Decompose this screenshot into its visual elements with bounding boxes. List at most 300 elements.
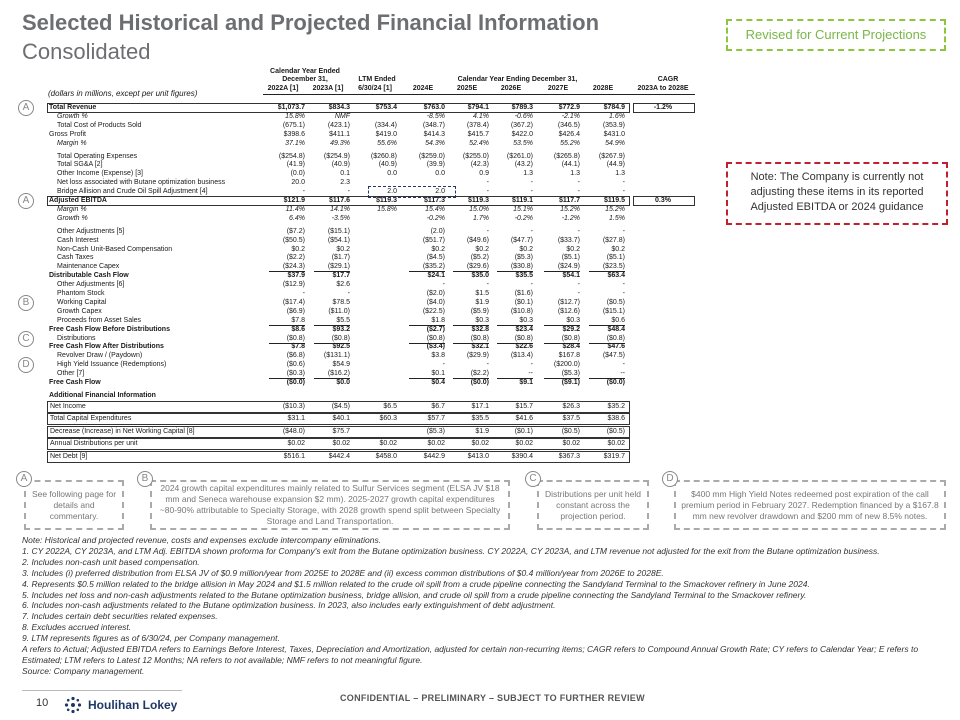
additional-value: $0.02 (607, 440, 625, 448)
header-group1: Calendar Year Ended (270, 68, 340, 75)
row-value: -1.2% (561, 214, 580, 222)
row-value: ($5.9) (470, 307, 489, 315)
row-value: $54.9 (332, 361, 350, 369)
row-value: ($4.0) (426, 298, 445, 306)
row-value: $2.6 (336, 281, 350, 289)
row-label: Growth Capex (57, 307, 102, 315)
row-value: 54.9% (605, 139, 625, 147)
row-value: (44.1) (561, 161, 580, 169)
additional-value: $35.5 (471, 415, 489, 423)
additional-value: ($0.5) (606, 427, 625, 435)
row-label: Cash Interest (57, 236, 99, 244)
row-label: Net loss associated with Butane optimization business (57, 179, 226, 187)
row-label: Revolver Draw / (Paydown) (57, 352, 143, 360)
row-value: $54.1 (562, 272, 580, 280)
row-label: Total Operating Expenses (57, 152, 138, 160)
row-value: ($0.8) (426, 334, 445, 342)
row-value: - (486, 227, 489, 235)
footnote-line: 9. LTM represents figures as of 6/30/24, per Company management. (22, 633, 280, 644)
row-value: 15.4% (425, 205, 445, 213)
callout-box-d: $400 mm High Yield Notes redeemed post expiration of the call premium period in February 2027. Redemption financed by a $167.8 mm new revolver drawdown and $200 mm of new 8.5% notes. (674, 480, 946, 530)
row-value: $47.6 (607, 343, 625, 351)
row-value: - (530, 179, 533, 187)
footnote-line: Source: Company management. (22, 665, 145, 676)
additional-value: ($48.0) (282, 427, 305, 435)
footnotes (22, 535, 942, 677)
additional-value: $0.02 (515, 440, 533, 448)
row-value: ($24.9) (557, 263, 580, 271)
row-value: ($0.8) (606, 334, 625, 342)
row-value: -0.6% (514, 112, 533, 120)
row-value: - (302, 290, 305, 297)
row-label: Free Cash Flow (49, 379, 101, 386)
row-value: 6.4% (289, 214, 305, 222)
row-value: - (577, 281, 580, 289)
row-value: ($6.9) (286, 307, 305, 315)
row-value: - (577, 227, 580, 235)
additional-value: $0.02 (287, 440, 305, 448)
column-header: 2022A [1] (267, 85, 299, 92)
footnote-line: 7. Includes certain debt securities related expenses. (22, 611, 218, 622)
row-value: ($0.8) (514, 334, 533, 342)
row-value: ($0.5) (606, 298, 625, 306)
revised-label: Revised for Current Projections (726, 19, 946, 51)
row-value: ($0.1) (514, 298, 533, 306)
additional-label: Total Capital Expenditures (50, 415, 132, 423)
row-value: $37.9 (287, 272, 305, 280)
additional-value: ($0.5) (561, 427, 580, 435)
brand-name: Houlihan Lokey (88, 698, 178, 712)
row-value: $7.8 (291, 343, 305, 351)
footer-divider (22, 690, 182, 691)
row-value: (367.2) (510, 121, 533, 129)
column-header: 2025E (456, 85, 478, 92)
additional-value: ($5.3) (426, 427, 445, 435)
row-value: ($6.8) (286, 352, 305, 360)
row-value: 37.1% (285, 139, 305, 147)
row-value: $119.1 (511, 197, 533, 204)
row-value: (348.7) (422, 121, 445, 129)
row-value: $772.9 (558, 104, 580, 111)
footnote-line: 4. Represents $0.5 million related to the bridge allision in May 2024 and $1.5 million related to the crude oil spill from a crude pipeline connecting the Sandyland Terminal to the Smackover refinery in June 2024. (22, 578, 810, 589)
row-value: $93.2 (332, 325, 350, 333)
row-value: ($35.2) (422, 263, 445, 271)
column-header: 2027E (547, 85, 569, 92)
additional-value: $319.7 (603, 452, 625, 460)
header-ltm: LTM Ended (358, 76, 396, 83)
row-value: $763.0 (423, 104, 445, 111)
callout-box-b: 2024 growth capital expenditures mainly related to Sulfur Services segment (ELSA JV $18 mm and Seneca warehouse expansion $2 mm). 2025-2027 growth capital expenditures ~80-90% attributable to Specialty Storage, with 2028 growth spend split between Specialty Storage and Land Transportation. (150, 480, 510, 530)
callout-box-a: See following page for details and commentary. (24, 480, 124, 530)
row-value: -2.1% (561, 112, 580, 120)
row-value: ($15.1) (327, 227, 350, 235)
additional-value: ($4.5) (331, 402, 350, 410)
additional-value: $442.9 (423, 452, 445, 460)
row-value: ($0.8) (331, 334, 350, 342)
additional-label: Annual Distributions per unit (50, 440, 138, 448)
row-value: 53.5% (513, 139, 533, 147)
row-value: ($24.3) (282, 263, 305, 271)
row-value: ($261.0) (506, 152, 533, 160)
houlihan-lokey-logo-icon (64, 696, 82, 714)
column-header: 2023A [1] (312, 85, 344, 92)
row-value: - (622, 179, 625, 187)
row-label: Non-Cash Unit-Based Compensation (57, 245, 173, 253)
row-value: $117.6 (328, 197, 350, 204)
row-value: $119.5 (603, 197, 625, 204)
row-value: ($259.0) (418, 152, 445, 160)
row-value: $0.2 (431, 245, 445, 253)
row-value: NMF (334, 112, 350, 120)
row-value: 15.8% (285, 112, 305, 120)
row-label: Other Income (Expense) [3] (57, 170, 143, 178)
row-value: ($12.7) (557, 298, 580, 306)
row-value: $9.1 (519, 379, 533, 386)
row-value: $17.7 (332, 272, 350, 280)
row-label: Adjusted EBITDA (49, 197, 107, 204)
row-value: -3.5% (331, 214, 350, 222)
row-value: 55.2% (560, 139, 580, 147)
row-value: 15.2% (605, 205, 625, 213)
additional-value: $31.1 (287, 415, 305, 423)
row-value: $28.4 (562, 343, 580, 351)
header-rule (263, 94, 695, 95)
row-value: - (577, 188, 580, 196)
row-label: Other Adjustments [6] (57, 281, 125, 289)
row-value: -- (620, 370, 625, 378)
row-value: ($27.8) (602, 236, 625, 244)
row-value: $789.3 (511, 104, 533, 111)
row-value: - (302, 188, 305, 196)
column-header: 2023A to 2028E (637, 85, 689, 92)
row-value: (378.4) (466, 121, 489, 129)
additional-value: $442.4 (328, 452, 350, 460)
row-value: ($22.5) (422, 307, 445, 315)
row-label: Total Revenue (49, 104, 97, 111)
row-value: (353.9) (602, 121, 625, 129)
row-value: $117.7 (558, 197, 580, 204)
row-value: ($255.0) (462, 152, 489, 160)
row-label: Distributable Cash Flow (49, 272, 129, 280)
dashed-highlight (368, 186, 456, 198)
row-value: ($54.1) (327, 236, 350, 244)
row-value: ($17.4) (282, 298, 305, 306)
row-value: ($50.5) (282, 236, 305, 244)
row-value: ($0.0) (606, 379, 625, 386)
additional-value: $413.0 (467, 452, 489, 460)
row-value: ($0.8) (470, 334, 489, 342)
row-value: ($0.0) (286, 379, 305, 386)
additional-value: $367.3 (558, 452, 580, 460)
row-value: 1.3 (615, 170, 625, 178)
row-value: (40.9) (378, 161, 397, 169)
row-value: - (486, 281, 489, 289)
row-value: $784.9 (603, 104, 625, 111)
row-value: (40.9) (331, 161, 350, 169)
row-value: 0.0 (387, 170, 397, 178)
footnote-line: 3. Includes (i) preferred distribution from ELSA JV of $0.9 million/year from 2025E to 2028E and (ii) excess common distributions of $0.4 million/year from 2026E to 2028E. (22, 567, 664, 578)
additional-value: $75.7 (332, 427, 350, 435)
row-value: (43.2) (514, 161, 533, 169)
row-value: 55.6% (377, 139, 397, 147)
row-value: ($15.1) (602, 307, 625, 315)
row-label: Maintenance Capex (57, 263, 120, 271)
row-value: $1.9 (475, 298, 489, 306)
row-value: - (530, 361, 533, 369)
row-value: ($10.8) (510, 307, 533, 315)
row-value: $1.8 (431, 316, 445, 324)
row-value: ($13.4) (510, 352, 533, 360)
additional-value: $6.5 (383, 402, 397, 410)
row-value: 0.3% (655, 197, 671, 204)
footnote-line: 1. CY 2022A, CY 2023A, and LTM Adj. EBITDA shown proforma for Company's exit from the Butane optimization business. CY 2022A, CY 2023A, and LTM revenue not adjusted for the exit from the Butane optimization business. (22, 545, 880, 556)
row-value: $167.8 (558, 352, 580, 360)
additional-value: $0.02 (332, 440, 350, 448)
additional-value: $0.02 (471, 440, 489, 448)
row-value: 1.7% (473, 214, 489, 222)
row-value: - (622, 361, 625, 369)
row-value: ($265.8) (553, 152, 580, 160)
row-value: $0.6 (611, 316, 625, 324)
row-value: ($47.5) (602, 352, 625, 360)
row-value: ($33.7) (557, 236, 580, 244)
additional-value: $17.1 (471, 402, 489, 410)
row-label: Bridge Allision and Crude Oil Spill Adjustment [4] (57, 188, 208, 196)
additional-label: Net Debt [9] (50, 452, 88, 460)
additional-value: $458.0 (375, 452, 397, 460)
row-value: ($49.6) (466, 236, 489, 244)
row-label: Working Capital (57, 298, 107, 306)
row-value: - (486, 188, 489, 196)
row-value: $35.5 (515, 272, 533, 280)
footnote-line: 2. Includes non-cash unit based compensation. (22, 556, 200, 567)
row-label: Growth % (57, 112, 88, 120)
row-value: ($131.1) (323, 352, 350, 360)
row-value: $398.6 (283, 130, 305, 138)
row-value: ($2.7) (426, 325, 445, 333)
row-marker-b: B (18, 295, 34, 311)
row-value: $0.3 (475, 316, 489, 324)
row-label: Total SG&A [2] (57, 161, 103, 169)
page-title: Selected Historical and Projected Financial Information (22, 10, 600, 35)
row-value: 1.6% (609, 112, 625, 120)
footnote-line: Note: Historical and projected revenue, costs and expenses exclude intercompany eliminations. (22, 535, 382, 545)
row-value: $0.3 (566, 316, 580, 324)
row-value: $753.4 (375, 104, 397, 111)
row-value: $23.4 (515, 325, 533, 333)
row-marker-a: A (18, 193, 34, 209)
additional-value: $6.7 (431, 402, 445, 410)
row-value: - (622, 188, 625, 196)
row-value: (675.1) (282, 121, 305, 129)
row-value: $411.1 (329, 130, 350, 138)
units-label: (dollars in millions, except per unit figures) (48, 89, 198, 98)
additional-value: $26.3 (562, 402, 580, 410)
row-value: $35.0 (471, 272, 489, 280)
row-label: Free Cash Flow After Distributions (49, 343, 164, 351)
row-value: $78.5 (332, 298, 350, 306)
row-value: ($0.0) (470, 379, 489, 386)
row-value: 1.3 (523, 170, 533, 178)
row-value: $414.3 (423, 130, 445, 138)
row-value: $32.8 (471, 325, 489, 333)
row-value: 52.4% (469, 139, 489, 147)
header-group3: Calendar Year Ending December 31, (457, 76, 578, 83)
row-value: - (530, 188, 533, 196)
row-value: - (442, 281, 445, 289)
row-value: ($200.0) (553, 361, 580, 369)
row-value: $0.2 (475, 245, 489, 253)
callout-marker-a: A (16, 471, 32, 487)
row-value: 2.3 (340, 179, 350, 187)
additional-value: $0.02 (427, 440, 445, 448)
row-value: $431.0 (603, 130, 625, 138)
row-value: $834.3 (328, 104, 350, 111)
additional-value: $15.7 (515, 402, 533, 410)
row-value: $119.3 (375, 197, 397, 204)
row-value: ($16.2) (327, 370, 350, 378)
additional-label: Net Income (50, 402, 86, 410)
row-value: ($260.8) (370, 152, 397, 160)
additional-value: $41.6 (515, 415, 533, 423)
row-label: Total Cost of Products Sold (57, 121, 142, 129)
row-value: ($51.7) (422, 236, 445, 244)
row-value: ($1.7) (331, 254, 350, 262)
row-value: $0.0 (336, 379, 350, 386)
row-label: Free Cash Flow Before Distributions (49, 325, 170, 333)
header-cagr: CAGR (657, 76, 679, 83)
row-value: - (577, 179, 580, 187)
row-value: $419.0 (375, 130, 397, 138)
row-value: 11.4% (285, 205, 305, 213)
row-value: $0.4 (431, 379, 445, 386)
row-label: Distributions (57, 334, 96, 342)
additional-value: $35.2 (607, 402, 625, 410)
row-value: ($7.2) (286, 227, 305, 235)
row-value: (2.0) (430, 227, 445, 235)
footnote-line: A refers to Actual; Adjusted EBITDA refers to Earnings Before Interest, Taxes, Depreciation and Amortization, adjusted for certain non-recurring items; CAGR refers to Compound Annual Growth Rate; CY refers to Calendar Year; E refers to Estimated; LTM refers to Latest 12 Months; NA refers to not available; NMF refers to not meaningful figure. (22, 644, 919, 665)
row-value: ($5.3) (561, 370, 580, 378)
row-value: ($5.2) (470, 254, 489, 262)
row-value: 54.3% (425, 139, 445, 147)
row-value: - (622, 227, 625, 235)
row-value: $5.5 (336, 316, 350, 324)
row-value: $0.2 (291, 245, 305, 253)
additional-value: ($0.1) (514, 427, 533, 435)
row-value: $794.1 (467, 104, 489, 111)
row-value: (334.4) (374, 121, 397, 129)
additional-value: $38.6 (607, 415, 625, 423)
row-marker-d: D (18, 357, 34, 373)
row-value: $92.5 (332, 343, 350, 351)
row-value: 49.3% (330, 139, 350, 147)
row-value: $22.6 (515, 343, 533, 351)
row-value: - (622, 290, 625, 297)
additional-value: $40.1 (332, 415, 350, 423)
row-value: - (347, 290, 350, 297)
page-number: 10 (36, 697, 49, 709)
row-value: -1.2% (653, 104, 673, 111)
confidential-label: CONFIDENTIAL – PRELIMINARY – SUBJECT TO FURTHER REVIEW (340, 693, 645, 703)
row-value: ($1.6) (514, 290, 533, 297)
row-value: 0.0 (435, 170, 445, 178)
row-value: ($254.9) (323, 152, 350, 160)
callout-marker-c: C (525, 471, 541, 487)
row-label: Proceeds from Asset Sales (57, 316, 142, 324)
additional-value: $37.5 (562, 415, 580, 423)
row-value: 1.3 (570, 170, 580, 178)
additional-value: $0.02 (562, 440, 580, 448)
row-value: 15.1% (513, 205, 533, 213)
row-value: $63.4 (607, 272, 625, 280)
row-value: ($5.3) (514, 254, 533, 262)
row-value: - (577, 290, 580, 297)
row-value: $0.2 (519, 245, 533, 253)
row-value: 15.2% (560, 205, 580, 213)
column-header: 2026E (500, 85, 522, 92)
row-value: (39.9) (426, 161, 445, 169)
row-value: - (486, 361, 489, 369)
row-value: $119.3 (467, 197, 489, 204)
additional-value: $57.7 (427, 415, 445, 423)
row-value: $1.5 (475, 290, 489, 297)
header-group1b: December 31, (282, 76, 328, 83)
page-subtitle: Consolidated (22, 39, 151, 64)
row-value: 0.9 (479, 170, 489, 178)
row-value: - (442, 361, 445, 369)
additional-value: $60.3 (379, 415, 397, 423)
row-value: ($2.2) (286, 254, 305, 262)
row-value: $48.4 (607, 325, 625, 333)
footnote-line: 6. Includes non-cash adjustments related to the Butane optimization business. In 2023, also includes early extinguishment of debt adjustment. (22, 600, 556, 611)
row-value: $3.8 (431, 352, 445, 360)
callout-box-c: Distributions per unit held constant across the projection period. (537, 480, 649, 530)
additional-label: Decrease (Increase) in Net Working Capital [8] (50, 427, 195, 435)
row-value: ($0.3) (286, 370, 305, 378)
additional-value: $390.4 (511, 452, 533, 460)
row-value: $8.6 (291, 325, 305, 333)
row-value: ($0.8) (286, 334, 305, 342)
additional-title: Additional Financial Information (49, 391, 156, 399)
footnote-line: 8. Excludes accrued interest. (22, 622, 132, 633)
row-value: ($47.7) (510, 236, 533, 244)
row-marker-c: C (18, 331, 34, 347)
row-value: 15.8% (377, 205, 397, 213)
row-value: ($12.6) (557, 307, 580, 315)
row-value: - (530, 281, 533, 289)
row-value: $422.0 (511, 130, 533, 138)
column-header: 6/30/24 [1] (358, 85, 392, 92)
callout-marker-b: B (137, 471, 153, 487)
row-value: ($254.8) (278, 152, 305, 160)
row-label: Margin % (57, 205, 87, 213)
column-header: 2024E (412, 85, 434, 92)
row-value: - (530, 227, 533, 235)
row-label: High Yield Issuance (Redemptions) (57, 361, 167, 369)
row-label: Cash Taxes (57, 254, 94, 262)
row-value: (423.1) (327, 121, 350, 129)
row-value: (44.9) (606, 161, 625, 169)
additional-value: $0.02 (379, 440, 397, 448)
row-value: - (622, 281, 625, 289)
row-value: ($30.8) (510, 263, 533, 271)
row-value: ($5.1) (606, 254, 625, 262)
row-label: Phantom Stock (57, 290, 105, 297)
row-value: 2.0 (435, 188, 445, 196)
row-value: $0.2 (336, 245, 350, 253)
row-label: Other Adjustments [5] (57, 227, 125, 235)
row-value: -0.2% (426, 214, 445, 222)
